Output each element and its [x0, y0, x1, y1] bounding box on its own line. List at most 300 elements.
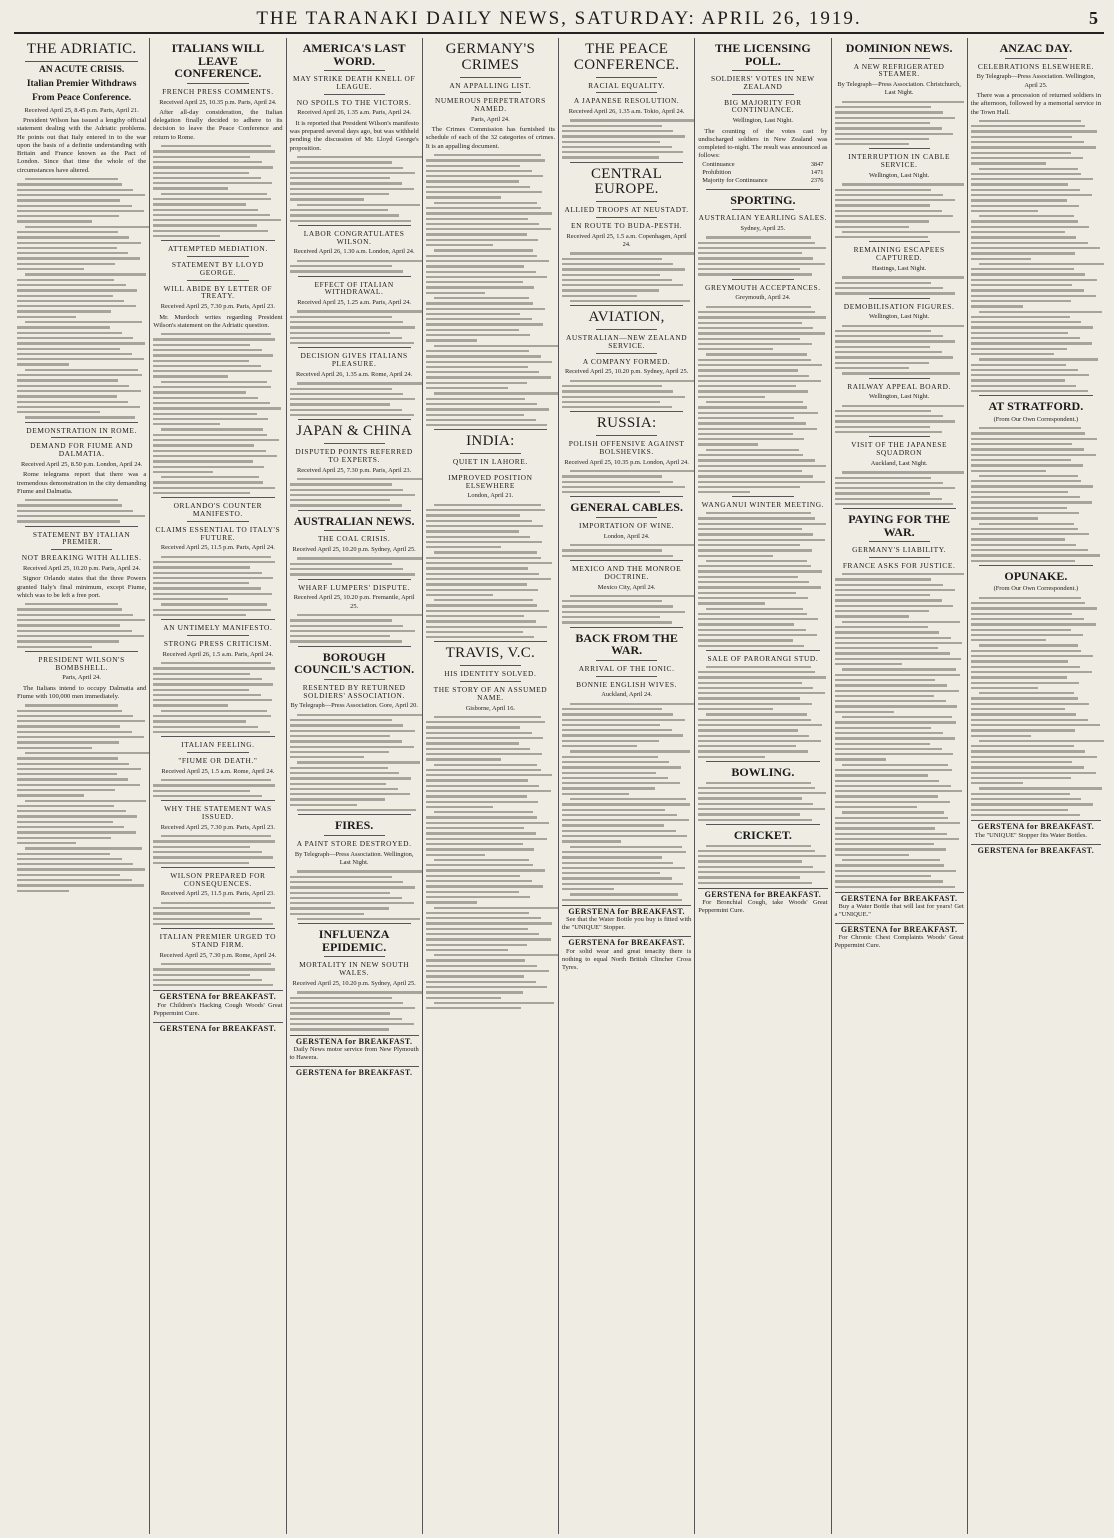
text-line	[426, 382, 527, 384]
text-line	[971, 353, 1054, 355]
text-line	[161, 603, 267, 605]
text-line	[698, 385, 796, 387]
article-body	[290, 714, 419, 812]
text-line	[153, 230, 268, 232]
text-line	[426, 801, 538, 803]
text-line	[835, 210, 942, 212]
text-line	[842, 859, 940, 861]
text-line	[426, 626, 547, 628]
headline: REMAINING ESCAPEES CAPTURED.	[853, 245, 945, 263]
text-line	[25, 321, 143, 323]
text-line	[153, 704, 228, 706]
dateline: Auckland, Last Night.	[870, 459, 928, 467]
text-line	[153, 856, 273, 858]
text-line	[426, 928, 528, 930]
text-line	[426, 589, 538, 591]
text-line	[297, 260, 423, 262]
text-line	[426, 567, 528, 569]
text-line	[562, 491, 660, 493]
article-text: The counting of the votes cast by undischarged soldiers in New Zealand was completed to-night. The result was announced as follows:	[698, 127, 828, 160]
text-line	[698, 855, 826, 857]
text-line	[153, 360, 249, 362]
poll-label: Prohibition	[702, 169, 732, 177]
text-line	[835, 122, 931, 124]
text-line	[698, 338, 800, 340]
text-line	[297, 382, 423, 384]
text-line	[698, 242, 814, 244]
text-line	[426, 276, 547, 278]
text-line	[153, 386, 271, 388]
text-line	[562, 899, 682, 901]
dateline: Received April 25, 10.20 p.m. Sydney, April 25.	[564, 368, 689, 376]
article-body	[562, 544, 691, 557]
text-line	[426, 265, 524, 267]
text-line	[434, 551, 537, 553]
divider	[187, 521, 248, 522]
text-line	[17, 884, 144, 886]
text-line	[17, 348, 120, 350]
headline: ARRIVAL OF THE IONIC.	[578, 663, 675, 673]
text-line	[706, 845, 811, 847]
article-body	[290, 614, 419, 643]
article-body	[290, 260, 419, 273]
text-line	[17, 231, 118, 233]
text-line	[971, 655, 1093, 657]
ad-text: Daily News motor service from New Plymouth to Hawera.	[289, 1045, 419, 1061]
ad-headline: GERSTENA for BREAKFAST.	[840, 925, 958, 935]
text-line	[290, 388, 392, 390]
text-line	[971, 220, 1078, 222]
text-line	[290, 1023, 414, 1025]
text-line	[835, 133, 954, 135]
text-line	[562, 862, 673, 864]
headline: BIG MAJORITY FOR CONTINUANCE.	[724, 97, 802, 115]
text-line	[426, 196, 501, 198]
dateline: (From Our Own Correspondent.)	[993, 585, 1079, 593]
text-line	[153, 224, 256, 226]
text-line	[562, 151, 683, 153]
advertisement	[290, 1066, 419, 1077]
text-line	[835, 642, 963, 644]
text-line	[290, 881, 404, 883]
text-line	[562, 135, 685, 137]
headline: AN APPALLING LIST.	[449, 80, 532, 90]
text-line	[698, 268, 800, 270]
text-line	[971, 549, 1088, 551]
text-line	[290, 326, 415, 328]
text-line	[562, 268, 685, 270]
text-line	[17, 305, 136, 307]
text-line	[426, 414, 524, 416]
text-line	[290, 393, 404, 395]
headline: DEMONSTRATION IN ROME.	[26, 425, 137, 435]
article-body	[698, 306, 827, 494]
text-line	[17, 731, 132, 733]
headline: RUSSIA:	[596, 415, 657, 432]
text-line	[153, 481, 263, 483]
text-line	[426, 631, 523, 633]
divider	[869, 436, 930, 437]
text-line	[835, 758, 887, 760]
dateline: Wellington, Last Night.	[732, 117, 793, 125]
text-line	[971, 183, 1069, 185]
article-body	[153, 662, 282, 733]
text-line	[426, 520, 532, 522]
text-line	[426, 891, 519, 893]
divider	[869, 148, 930, 149]
text-line	[698, 417, 794, 419]
headline: EFFECT OF ITALIAN WITHDRAWAL.	[314, 279, 394, 297]
text-line	[426, 323, 544, 325]
text-line	[698, 623, 794, 625]
text-line	[426, 790, 551, 792]
text-line	[835, 599, 942, 601]
headline: GERMANY'S CRIMES	[445, 41, 536, 73]
article-body	[426, 154, 555, 426]
text-line	[290, 876, 392, 878]
text-line	[835, 711, 894, 713]
text-line	[153, 150, 274, 152]
text-line	[971, 560, 1075, 562]
poll-result-row	[698, 161, 827, 169]
text-line	[971, 125, 1086, 127]
text-line	[835, 594, 931, 596]
text-line	[153, 614, 246, 616]
headline: AVIATION,	[588, 309, 665, 326]
text-line	[562, 851, 686, 853]
text-line	[971, 803, 1093, 805]
text-line	[153, 203, 246, 205]
text-line	[434, 811, 534, 813]
text-line	[426, 636, 535, 638]
text-line	[290, 635, 391, 637]
text-line	[698, 797, 801, 799]
text-line	[698, 618, 818, 620]
divider	[25, 61, 138, 62]
headline: DEMOBILISATION FIGURES.	[843, 301, 955, 311]
text-line	[971, 607, 1097, 609]
text-line	[835, 652, 950, 654]
text-line	[153, 391, 246, 393]
text-line	[835, 492, 931, 494]
headline: SOLDIERS' VOTES IN NEW ZEALAND	[711, 74, 815, 91]
text-line	[971, 141, 1084, 143]
text-line	[562, 867, 685, 869]
text-line	[153, 699, 272, 701]
text-line	[434, 716, 541, 718]
text-line	[153, 689, 249, 691]
article-body	[290, 382, 419, 416]
text-line	[434, 859, 530, 861]
text-line	[161, 662, 271, 664]
text-line	[971, 623, 1096, 625]
text-line	[153, 354, 273, 356]
text-line	[698, 517, 814, 519]
text-line	[290, 1007, 415, 1009]
article-text: Signor Orlando states that the three Powers granted Italy's final minimum, except Fiume, which was to be left a free port.	[17, 575, 147, 599]
text-line	[835, 111, 944, 113]
article-body	[971, 597, 1101, 816]
text-line	[971, 724, 1100, 726]
text-line	[426, 594, 493, 596]
text-line	[25, 603, 118, 605]
text-line	[290, 913, 365, 915]
headline: AMERICA'S LAST WORD.	[302, 41, 406, 68]
text-line	[842, 372, 960, 374]
headline: MEXICO AND THE MONROE DOCTRINE.	[572, 564, 682, 581]
divider	[324, 956, 385, 957]
text-line	[153, 593, 272, 595]
text-line	[842, 668, 956, 670]
ad-text: Buy a Water Bottle that will last for years! Get a "UNIQUE."	[834, 903, 964, 919]
text-line	[835, 346, 931, 348]
text-line	[290, 886, 415, 888]
divider	[570, 627, 683, 628]
text-line	[971, 618, 1084, 620]
text-line	[434, 1002, 554, 1004]
masthead-title: THE TARANAKI DAILY NEWS, SATURDAY: APRIL 26, 1919.	[256, 8, 862, 29]
text-line	[835, 335, 944, 337]
text-line	[698, 470, 801, 472]
text-line	[25, 369, 139, 371]
text-line	[426, 318, 532, 320]
text-line	[290, 270, 404, 272]
divider	[187, 752, 248, 753]
text-line	[290, 182, 402, 184]
text-line	[835, 426, 931, 428]
text-line	[562, 130, 673, 132]
text-line	[161, 556, 271, 558]
text-line	[426, 573, 540, 575]
text-line	[698, 813, 800, 815]
text-line	[835, 705, 958, 707]
text-line	[25, 847, 143, 849]
text-line	[842, 405, 963, 407]
text-line	[17, 635, 144, 637]
text-line	[562, 156, 659, 158]
text-line	[835, 220, 929, 222]
text-line	[835, 589, 955, 591]
text-line	[17, 411, 100, 413]
column-1	[14, 38, 150, 1534]
headline: QUIET IN LAHORE.	[452, 457, 528, 467]
page-number: 5	[1089, 8, 1098, 28]
text-line	[835, 727, 932, 729]
text-line	[835, 487, 955, 489]
text-line	[297, 557, 423, 559]
text-line	[290, 321, 404, 323]
headline: IMPORTATION OF WINE.	[579, 521, 675, 531]
text-line	[153, 172, 249, 174]
text-line	[290, 793, 410, 795]
text-line	[297, 310, 423, 312]
text-line	[835, 215, 954, 217]
columns	[14, 38, 1104, 1534]
text-line	[17, 326, 110, 328]
text-line	[698, 570, 822, 572]
text-line	[426, 292, 485, 294]
text-line	[426, 562, 553, 564]
text-line	[835, 870, 956, 872]
text-line	[562, 125, 662, 127]
text-line	[426, 997, 501, 999]
text-line	[153, 492, 250, 494]
text-line	[153, 790, 250, 792]
text-line	[426, 758, 501, 760]
masthead	[14, 6, 1104, 34]
text-line	[153, 846, 250, 848]
article-body	[698, 666, 827, 758]
text-line	[153, 683, 273, 685]
text-line	[698, 729, 798, 731]
text-line	[25, 226, 150, 228]
text-line	[426, 536, 531, 538]
text-line	[562, 605, 673, 607]
divider	[869, 378, 930, 379]
text-line	[290, 316, 392, 318]
text-line	[17, 853, 110, 855]
headline: AUSTRALIAN YEARLING SALES.	[698, 213, 828, 223]
text-line	[835, 690, 959, 692]
text-line	[835, 292, 955, 294]
text-line	[706, 306, 811, 308]
dateline: London, April 21.	[467, 492, 514, 500]
text-line	[153, 731, 269, 733]
text-line	[17, 768, 141, 770]
text-line	[153, 587, 260, 589]
text-line	[562, 777, 668, 779]
text-line	[971, 432, 1086, 434]
text-line	[290, 756, 365, 758]
text-line	[17, 510, 133, 512]
text-line	[17, 316, 76, 318]
divider	[979, 565, 1093, 566]
text-line	[426, 302, 533, 304]
ad-headline: GERSTENA for BREAKFAST.	[704, 889, 822, 899]
text-line	[562, 616, 660, 618]
divider	[732, 209, 793, 210]
headline: RESENTED BY RETURNED SOLDIERS' ASSOCIATION.	[302, 682, 406, 700]
text-line	[153, 182, 272, 184]
article-body	[835, 101, 964, 146]
text-line	[971, 533, 1090, 535]
divider	[869, 58, 930, 59]
text-line	[835, 695, 935, 697]
text-line	[153, 198, 271, 200]
article-body	[698, 236, 827, 275]
text-line	[835, 503, 954, 505]
text-line	[562, 756, 658, 758]
text-line	[835, 330, 932, 332]
text-line	[971, 199, 1067, 201]
text-line	[971, 660, 1069, 662]
text-line	[835, 843, 935, 845]
text-line	[698, 247, 826, 249]
text-line	[426, 769, 541, 771]
divider	[732, 496, 793, 497]
text-line	[971, 697, 1078, 699]
text-line	[842, 573, 963, 575]
text-line	[971, 321, 1082, 323]
article-text: The Crimes Commission has furnished its schedule of each of the 32 categories of crimes. It is an appalling document.	[425, 126, 555, 150]
text-line	[426, 361, 553, 363]
divider	[869, 541, 930, 542]
divider	[732, 94, 793, 95]
text-line	[161, 381, 267, 383]
text-line	[426, 557, 541, 559]
text-line	[17, 257, 140, 259]
text-line	[153, 365, 260, 367]
text-line	[562, 729, 672, 731]
text-line	[835, 833, 947, 835]
text-line	[290, 332, 391, 334]
text-line	[161, 710, 267, 712]
headline: A NEW REFRIGERATED STEAMER.	[853, 61, 945, 79]
headline: CENTRAL EUROPE.	[590, 165, 663, 198]
text-line	[971, 464, 1083, 466]
ad-text: For Children's Hacking Cough Woods' Great Peppermint Cure.	[153, 1001, 283, 1017]
text-line	[290, 804, 357, 806]
text-line	[426, 233, 527, 235]
text-line	[562, 740, 659, 742]
text-line	[971, 332, 1069, 334]
headline: IMPROVED POSITION ELSEWHERE	[448, 472, 533, 490]
text-line	[971, 480, 1082, 482]
text-line	[835, 367, 910, 369]
text-line	[17, 220, 92, 222]
text-line	[153, 968, 274, 970]
divider	[324, 94, 385, 95]
text-line	[290, 740, 402, 742]
text-line	[842, 471, 963, 473]
text-line	[290, 214, 400, 216]
text-line	[971, 682, 1079, 684]
article-text: President Wilson has issued a lengthy official statement dealing with the Adriatic problems. He points out that Italy entered in to the war upon the basis of a definite understanding with Britain and France known as the Pact of London. Since that time the whole of the circumstances have altered.	[17, 116, 147, 174]
text-line	[698, 491, 750, 493]
divider	[161, 867, 274, 868]
text-line	[835, 351, 942, 353]
dateline: Wellington, Last Night.	[869, 171, 930, 179]
headline: ALLIED TROOPS AT NEUSTADT.	[564, 205, 689, 215]
text-line	[706, 608, 803, 610]
text-line	[17, 842, 76, 844]
text-line	[161, 476, 259, 478]
dateline: By Telegraph—Press Association. Christchurch, Last Night.	[837, 81, 961, 97]
dateline: Received April 26, 1.35 a.m. Rome, April 24.	[295, 370, 413, 378]
headline: ITALIAN PREMIER URGED TO STAND FIRM.	[159, 932, 277, 949]
divider	[570, 305, 683, 306]
text-line	[835, 482, 944, 484]
text-line	[17, 837, 111, 839]
advertisement	[153, 1022, 282, 1033]
text-line	[290, 209, 388, 211]
text-line	[153, 177, 260, 179]
text-line	[426, 774, 553, 776]
text-line	[17, 215, 119, 217]
text-line	[570, 252, 694, 254]
text-line	[562, 856, 662, 858]
text-line	[835, 880, 944, 882]
divider	[298, 646, 411, 647]
text-line	[17, 210, 144, 212]
text-line	[17, 337, 133, 339]
text-line	[161, 333, 271, 335]
headline: STRONG PRESS CRITICISM.	[163, 638, 272, 648]
headline: Italian Premier Withdraws	[26, 78, 137, 89]
text-line	[562, 719, 685, 721]
dateline: Received April 26, 1.35 a.m. Tokio, April 24.	[568, 108, 685, 116]
text-line	[698, 549, 812, 551]
